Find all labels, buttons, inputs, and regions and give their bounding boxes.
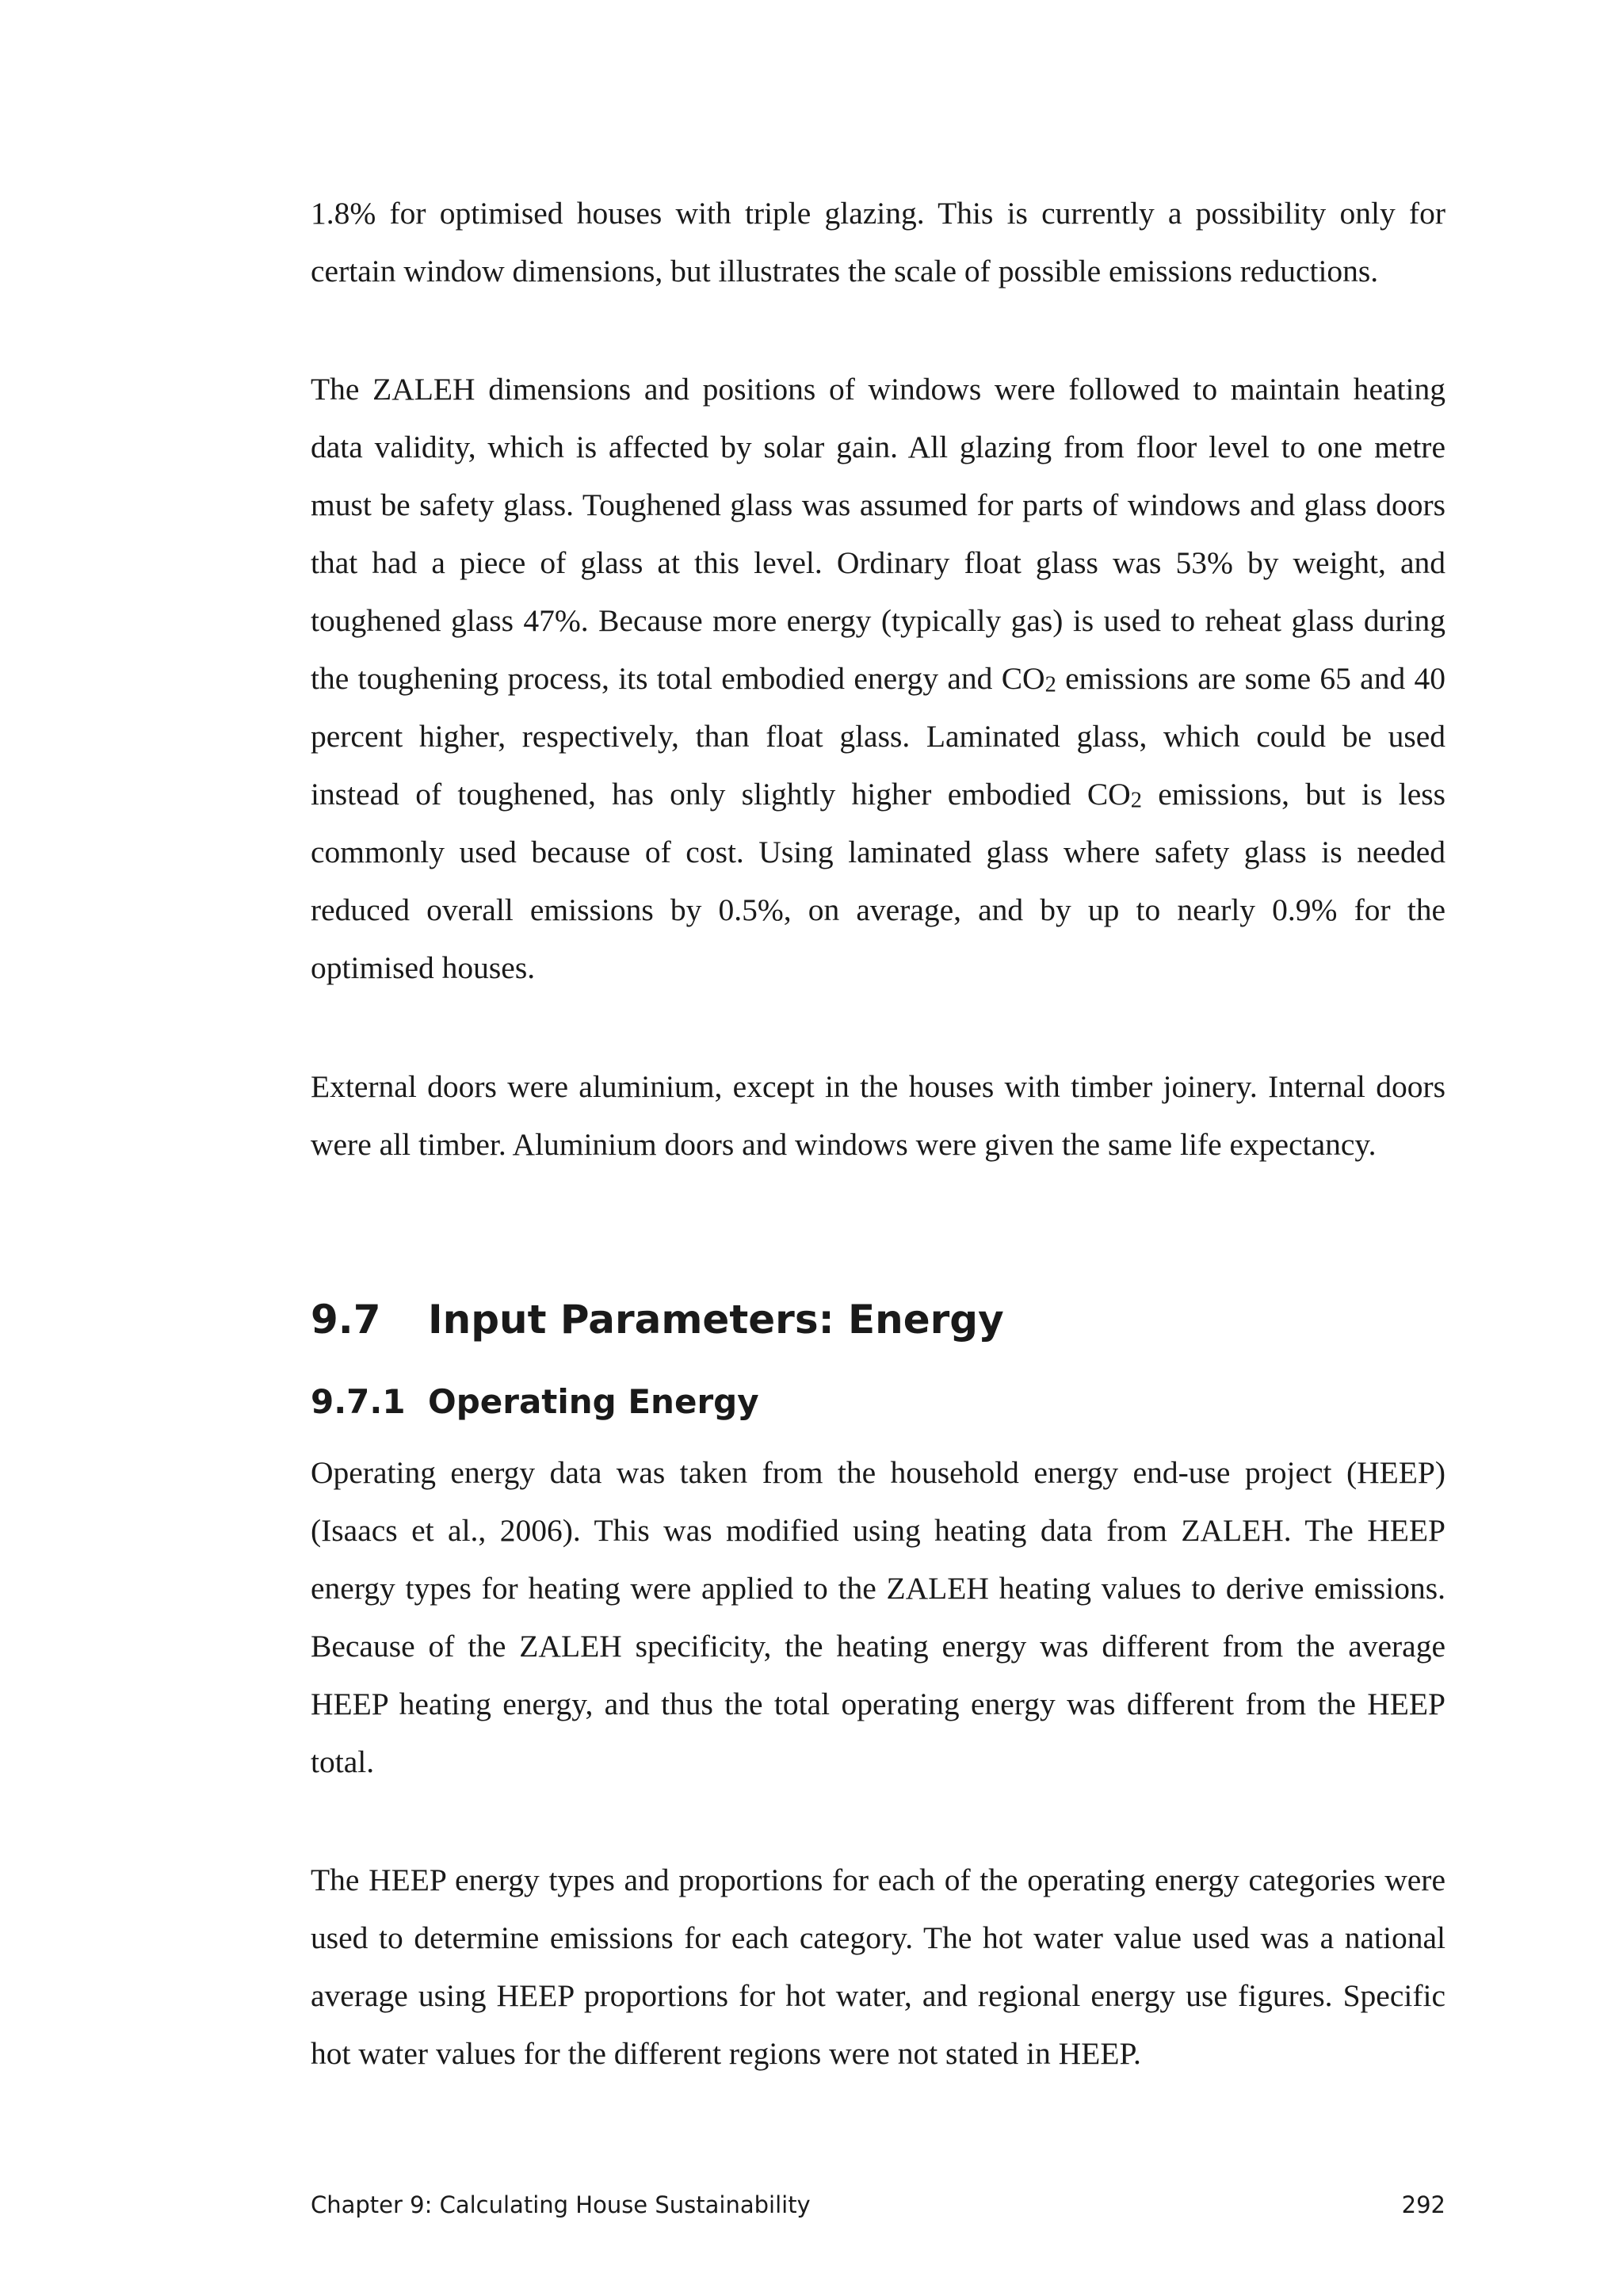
- paragraph-triple-glazing: 1.8% for optimised houses with triple glazing. This is currently a possibility only for certain window dimensions, but illustrates the scale of possible emissions reductions.: [311, 196, 1445, 288]
- subsection-title: Operating Energy: [428, 1382, 759, 1421]
- page-footer: [311, 2191, 1445, 2218]
- subsection-heading: [311, 1382, 759, 1421]
- paragraph-doors: External doors were aluminium, except in the houses with timber joinery. Internal doors were all timber. Aluminium doors and windows were given the same life expectancy.: [311, 1069, 1445, 1162]
- subscript-2: 2: [1130, 788, 1142, 813]
- section-number: 9.7: [311, 1297, 381, 1343]
- document-page: [311, 0, 1445, 2296]
- paragraph-heep-energy-types: The HEEP energy types and proportions for each of the operating energy categories were used to determine emissions for each category. The hot water value used was a national average using HEEP proportions for hot water, and regional energy use figures. Specific hot water values for the different regions were not stated in HEEP.: [311, 1862, 1445, 2071]
- subscript-2: 2: [1044, 672, 1056, 697]
- paragraph-safety-glass: The ZALEH dimensions and positions of windows were followed to maintain heating data validity, which is affected by solar gain. All glazing from floor level to one metre must be safety glass. Toughened glass was assumed for parts of windows and glass doors that had a piece of glass at this level. Ordinary float glass was 53% by weight, and toughened glass 47%. Because more energy (typically gas) is used to reheat glass during the toughening process, its total embodied energy and $CO_2$ emissions are some 65 and 40 percent higher, respectively, than float glass. Laminated glass, which could be used instead of toughened, has only slightly higher embodied $CO_2$ emissions, but is less commonly used because of cost. Using laminated glass where safety glass is needed reduced overall emissions by 0.5%, on average, and by up to nearly 0.9% for the optimised houses.: [311, 372, 1445, 985]
- page-number: 292: [1401, 2191, 1445, 2218]
- section-heading: [311, 1297, 1004, 1343]
- footer-chapter-title: Chapter 9: Calculating House Sustainability: [311, 2191, 811, 2218]
- paragraph-operating-energy: Operating energy data was taken from the household energy end-use project (HEEP) (Isaacs et al., 2006). This was modified using heating data from ZALEH. The HEEP energy types for heating were applied to the ZALEH heating values to derive emissions. Because of the ZALEH specificity, the heating energy was different from the average HEEP heating energy, and thus the total operating energy was different from the HEEP total.: [311, 1455, 1445, 1779]
- section-title: Input Parameters: Energy: [428, 1297, 1004, 1343]
- subsection-number: 9.7.1: [311, 1382, 406, 1421]
